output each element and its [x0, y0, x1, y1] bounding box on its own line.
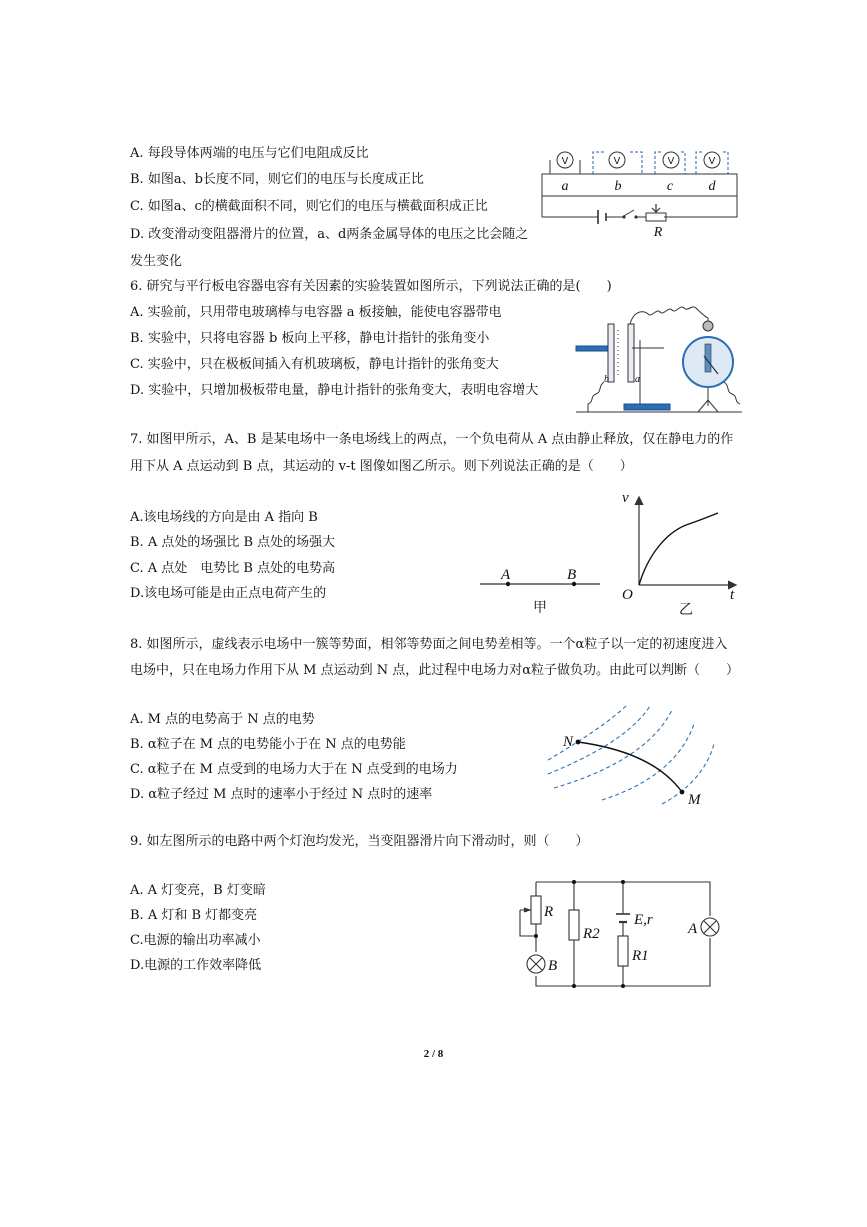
q9-circuit-figure: [506, 874, 722, 996]
q6-option-c: C. 实验中，只在极板间插入有机玻璃板，静电计指针的张角变大: [130, 357, 499, 372]
resistor-r2-label: R2: [583, 926, 600, 942]
caption-yi: 乙: [679, 602, 693, 618]
lamp-a: [701, 918, 719, 936]
q5-option-d-cont: 发生变化: [130, 254, 183, 269]
conductor-d-label: d: [708, 179, 716, 194]
q5-option-a: A. 每段导体两端的电压与它们电阻成反比: [130, 146, 369, 161]
resistor-r2: [569, 910, 579, 940]
caption-jia: 甲: [533, 600, 547, 616]
q8-option-c: C. α粒子在 M 点受到的电场力大于在 N 点受到的电场力: [130, 762, 458, 777]
rheostat-r-label: R: [544, 904, 554, 920]
q6-option-b: B. 实验中，只将电容器 b 板向上平移，静电计指针的张角变小: [130, 331, 490, 346]
t-axis-label: t: [730, 587, 735, 603]
rheostat-label: R: [653, 225, 663, 240]
q7-stem-line2: 用下从 A 点运动到 B 点，其运动的 v-t 图像如图乙所示。则下列说法正确的是（ ）: [130, 459, 633, 474]
voltmeter-b-symbol: V: [613, 156, 621, 167]
point-m-dot: [680, 790, 685, 795]
lamp-b-label: B: [548, 958, 558, 974]
rheostat-r: [531, 896, 541, 924]
v-axis-arrow: [635, 497, 643, 505]
voltmeter-c-symbol: V: [667, 156, 675, 167]
q7-option-b: B. A 点处的场强比 B 点处的场强大: [130, 535, 336, 550]
q5-option-c: C. 如图a、c的横截面积不同，则它们的电压与横截面积成正比: [130, 199, 488, 214]
q6-stem: 6. 研究与平行板电容器电容有关因素的实验装置如图所示，下列说法正确的是( ): [130, 279, 612, 294]
q9-stem: 9. 如左图所示的电路中两个灯泡均发光，当变阻器滑片向下滑动时，则（ ）: [130, 834, 589, 849]
point-m-label: M: [688, 792, 701, 808]
q6-capacitor-figure: [574, 300, 744, 418]
q8-stem-line2: 电场中，只在电场力作用下从 M 点运动到 N 点，此过程中电场力对α粒子做负功。由此可以判断（ ）: [130, 663, 739, 678]
source-label: E,r: [634, 912, 653, 928]
point-n-dot: [576, 740, 581, 745]
q7-figure: [476, 485, 746, 620]
q6-option-d: D. 实验中，只增加极板带电量，静电计指针的张角变大，表明电容增大: [130, 383, 539, 398]
v-t-curve: [639, 513, 718, 585]
q9-option-a: A. A 灯变亮，B 灯变暗: [130, 883, 266, 898]
q7-option-a: A.该电场线的方向是由 A 指向 B: [130, 510, 318, 525]
resistor-r1-label: R1: [632, 948, 649, 964]
q8-option-d: D. α粒子经过 M 点时的速率小于经过 N 点时的速率: [130, 787, 433, 802]
conductor-a-label: a: [561, 179, 569, 194]
conductor-b-label: b: [614, 179, 622, 194]
particle-trajectory: [578, 742, 682, 792]
lamp-b: [527, 955, 545, 973]
plate-a-label: a: [635, 374, 640, 385]
point-a-label: A: [501, 567, 511, 583]
q7-option-c: C. A 点处 电势比 B 点处的电势高: [130, 561, 336, 576]
q8-equipotential-figure: [542, 700, 722, 810]
origin-label: O: [622, 587, 633, 603]
conductor-c-label: c: [666, 179, 674, 194]
lamp-a-label: A: [688, 921, 698, 937]
resistor-r1: [618, 936, 628, 966]
q9-option-c: C.电源的输出功率减小: [130, 933, 261, 948]
plate-b-label: b: [604, 374, 609, 385]
q7-stem-line1: 7. 如图甲所示，A、B 是某电场中一条电场线上的两点，一个负电荷从 A 点由静止释放，仅在静电力的作: [130, 432, 734, 447]
q6-option-a: A. 实验前，只用带电玻璃棒与电容器 a 板接触，能使电容器带电: [130, 305, 502, 320]
point-b-label: B: [567, 567, 577, 583]
q9-option-b: B. A 灯和 B 灯都变亮: [130, 908, 258, 923]
q5-circuit-figure: [538, 140, 743, 240]
q5-option-b: B. 如图a、b长度不同，则它们的电压与长度成正比: [130, 172, 424, 187]
voltmeter-a-symbol: V: [561, 156, 569, 167]
equipotential-line-1: [548, 704, 628, 760]
v-axis-label: v: [622, 490, 629, 506]
q8-stem-line1: 8. 如图所示，虚线表示电场中一簇等势面，相邻等势面之间电势差相等。一个α粒子以一定的初速度进入: [130, 637, 728, 652]
point-n-label: N: [563, 734, 574, 750]
page-number: 2 / 8: [423, 1048, 444, 1060]
q8-option-b: B. α粒子在 M 点的电势能小于在 N 点的电势能: [130, 737, 406, 752]
voltmeter-d-symbol: V: [708, 156, 716, 167]
q8-option-a: A. M 点的电势高于 N 点的电势: [130, 712, 315, 727]
q9-option-d: D.电源的工作效率降低: [130, 958, 262, 973]
q7-option-d: D.该电场可能是由正点电荷产生的: [130, 586, 327, 601]
q5-option-d: D. 改变滑动变阻器滑片的位置，a、d两条金属导体的电压之比会随之: [130, 227, 529, 242]
